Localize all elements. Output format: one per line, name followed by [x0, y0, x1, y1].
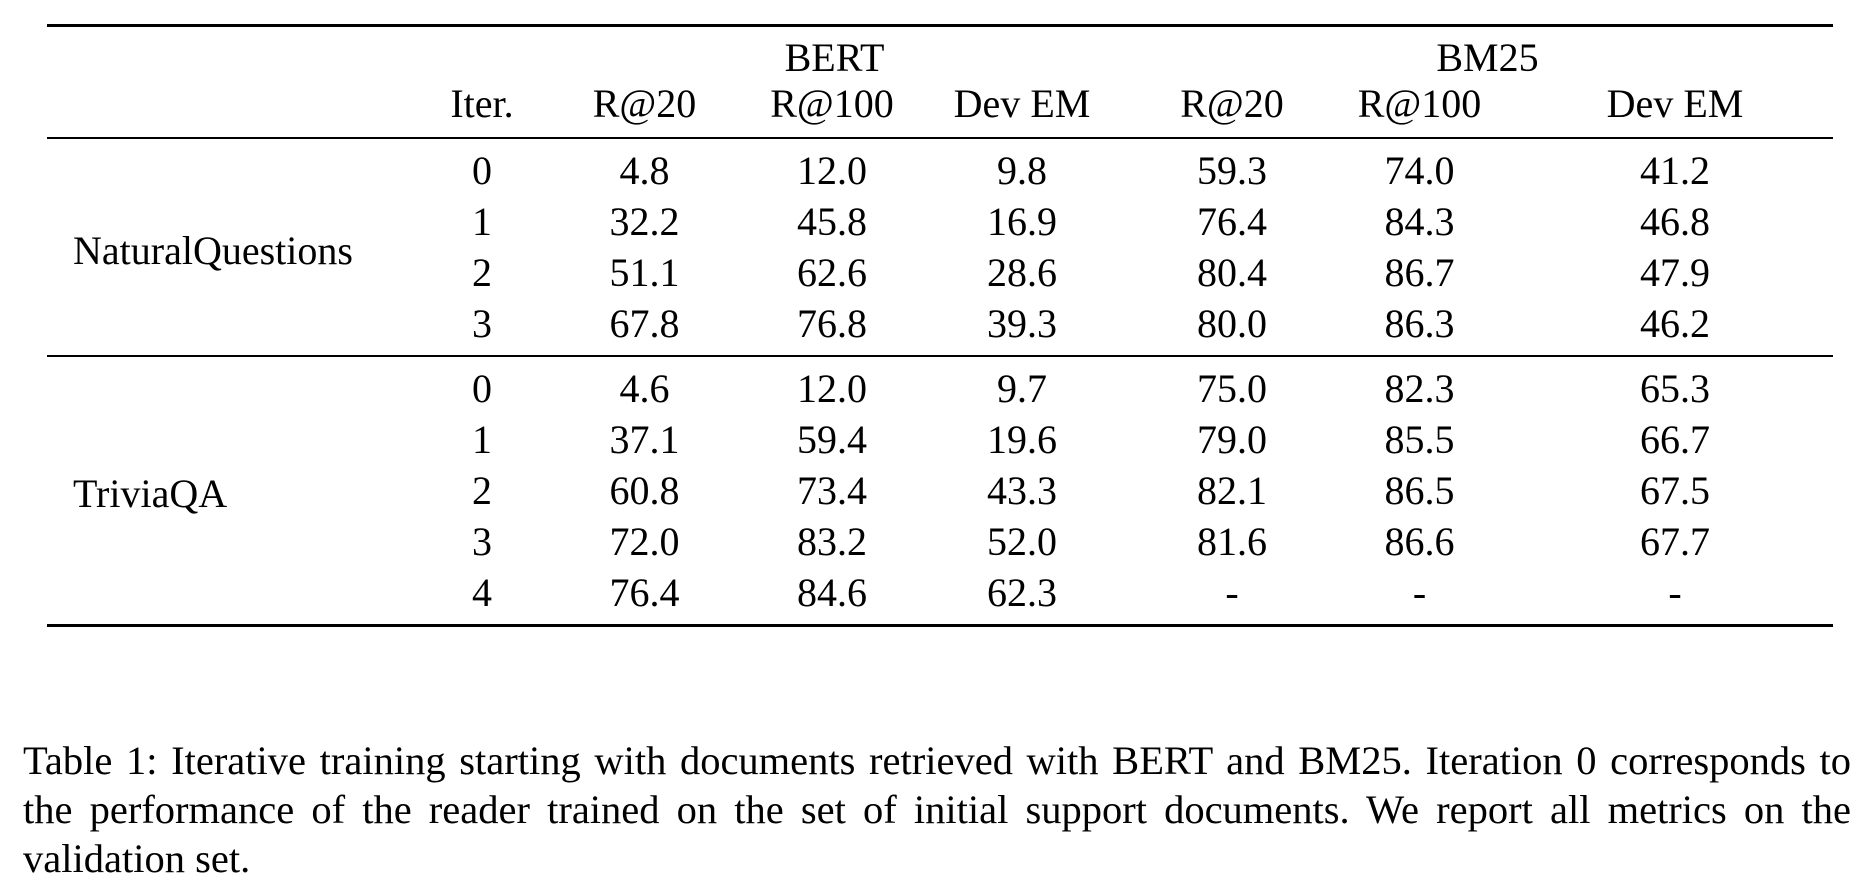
- iter-cell: 0: [472, 366, 492, 411]
- iter-header: Iter.: [450, 81, 514, 126]
- table-cell: 79.0: [1197, 417, 1267, 462]
- table-cell: 28.6: [987, 250, 1057, 295]
- bm25-r100-header: R@100: [1357, 81, 1482, 126]
- iter-cell: 2: [472, 250, 492, 295]
- table-cell: -: [1225, 570, 1239, 615]
- table-cell: 12.0: [797, 366, 867, 411]
- table-cell: 80.0: [1197, 301, 1267, 346]
- table-cell: 12.0: [797, 148, 867, 193]
- table-cell: 62.3: [987, 570, 1057, 615]
- table-cell: 59.3: [1197, 148, 1267, 193]
- group-header-bm25: BM25: [1436, 35, 1539, 80]
- table-cell: 9.8: [997, 148, 1047, 193]
- table-cell: 51.1: [609, 250, 680, 295]
- table-cell: -: [1412, 570, 1427, 615]
- table-cell: 74.0: [1384, 148, 1455, 193]
- table-cell: 46.2: [1640, 301, 1710, 346]
- table-cell: 62.6: [797, 250, 867, 295]
- table-cell: 67.7: [1640, 519, 1710, 564]
- bert-devem-header: Dev EM: [953, 81, 1091, 126]
- table-cell: 9.7: [997, 366, 1047, 411]
- table-header: [47, 26, 1833, 140]
- table-cell: 47.9: [1640, 250, 1710, 295]
- table-cell: 4.6: [619, 366, 670, 411]
- table-cell: -: [1668, 570, 1682, 615]
- table-cell: 52.0: [987, 519, 1057, 564]
- table-cell: 60.8: [609, 468, 680, 513]
- table-cell: 82.3: [1384, 366, 1455, 411]
- table-cell: 39.3: [987, 301, 1057, 346]
- table-cell: 80.4: [1197, 250, 1267, 295]
- table-caption: Table 1: Iterative training starting with documents retrieved with BERT and BM25. Iteration 0 corresponds to the performance of the reader trained on the set of initial support documents. We report all metrics on the validation set.: [23, 737, 1851, 881]
- table-cell: 45.8: [797, 199, 867, 244]
- table-cell: 86.6: [1384, 519, 1455, 564]
- iter-cell: 3: [472, 301, 492, 346]
- column-header-row: [47, 81, 1833, 138]
- table-cell: 67.5: [1640, 468, 1710, 513]
- table-cell: 67.8: [609, 301, 680, 346]
- table-cell: 37.1: [609, 417, 680, 462]
- group-header-bert: BERT: [784, 35, 885, 80]
- table-cell: 72.0: [609, 519, 680, 564]
- table-cell: 86.7: [1384, 250, 1455, 295]
- table-cell: 43.3: [987, 468, 1057, 513]
- table-cell: 41.2: [1640, 148, 1710, 193]
- table-cell: 76.4: [1197, 199, 1267, 244]
- iter-cell: 1: [472, 199, 492, 244]
- results-table: [47, 24, 1833, 627]
- table-cell: 19.6: [987, 417, 1057, 462]
- bm25-devem-header: Dev EM: [1606, 81, 1744, 126]
- table-cell: 86.3: [1384, 301, 1455, 346]
- table-cell: 16.9: [987, 199, 1057, 244]
- table-cell: 65.3: [1640, 366, 1710, 411]
- table-cell: 75.0: [1197, 366, 1267, 411]
- iter-cell: 0: [472, 148, 492, 193]
- results-table-container: [47, 24, 1833, 627]
- iter-cell: 1: [472, 417, 492, 462]
- table-cell: 66.7: [1640, 417, 1710, 462]
- table-cell: 86.5: [1384, 468, 1455, 513]
- table-cell: 76.4: [609, 570, 680, 615]
- table-row: [47, 357, 1833, 414]
- table-row: [47, 139, 1833, 196]
- table-cell: 83.2: [797, 519, 867, 564]
- table-cell: 46.8: [1640, 199, 1710, 244]
- dataset-label: NaturalQuestions: [73, 227, 353, 273]
- table-cell: 76.8: [797, 301, 867, 346]
- bm25-r20-header: R@20: [1180, 81, 1284, 126]
- table-cell: 84.3: [1384, 199, 1455, 244]
- bert-r100-header: R@100: [770, 81, 894, 126]
- iter-cell: 2: [472, 468, 492, 513]
- table-cell: 82.1: [1197, 468, 1267, 513]
- dataset-label: TriviaQA: [73, 471, 228, 516]
- iter-cell: 3: [472, 519, 492, 564]
- table-cell: 85.5: [1384, 417, 1455, 462]
- table-cell: 84.6: [797, 570, 867, 615]
- triviaqa-section: [47, 357, 1833, 627]
- table-cell: 59.4: [797, 417, 867, 462]
- naturalquestions-section: [47, 139, 1833, 357]
- group-header-row: [47, 27, 1833, 81]
- table-cell: 81.6: [1197, 519, 1267, 564]
- iter-cell: 4: [472, 570, 492, 615]
- bert-r20-header: R@20: [592, 81, 697, 126]
- table-cell: 73.4: [797, 468, 867, 513]
- table-cell: 32.2: [609, 199, 680, 244]
- table-cell: 4.8: [619, 148, 670, 193]
